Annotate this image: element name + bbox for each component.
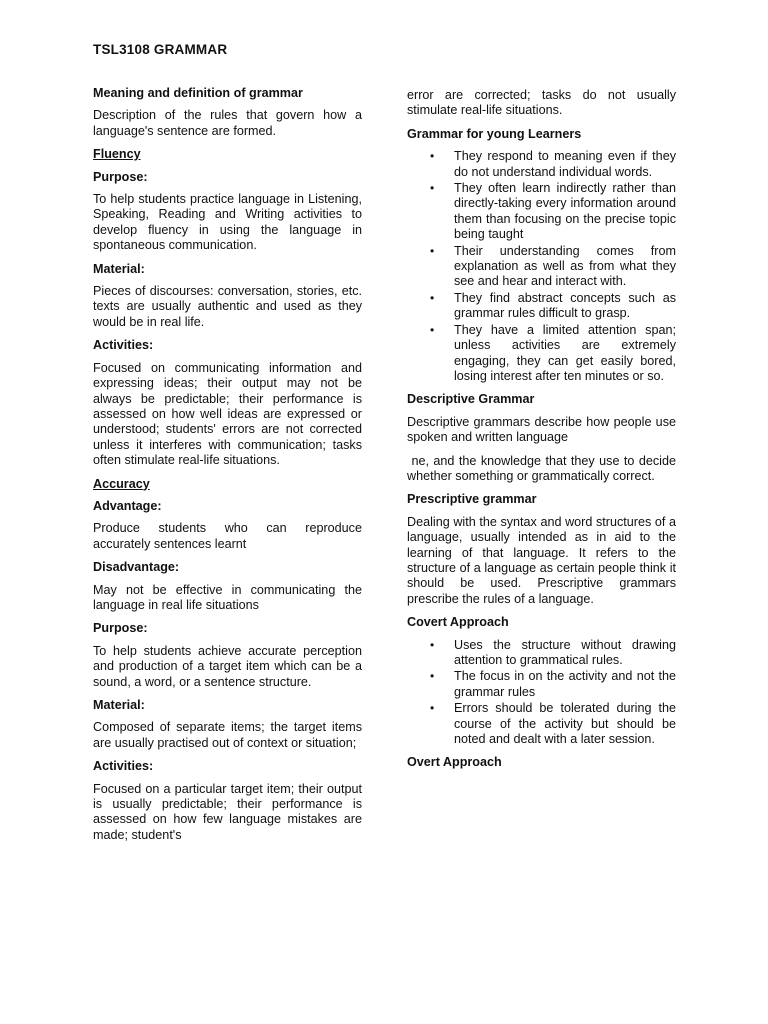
list-item-text: They find abstract concepts such as grammar rules difficult to grasp. xyxy=(454,290,676,321)
paragraph: To help students practice language in Listening, Speaking, Reading and Writing activities to develop fluency in using the language in spontaneous communication. xyxy=(93,192,362,253)
paragraph: Dealing with the syntax and word structures of a language, usually intended as in aid to the learning of that language. It refers to the structure of a language as certain people think it should be used. Prescriptive grammars prescribe the rules of a language. xyxy=(407,514,676,606)
list-item xyxy=(407,244,676,290)
section-heading-purpose: Purpose: xyxy=(93,621,148,636)
paragraph: Descriptive grammars describe how people use spoken and written language xyxy=(407,414,676,445)
right-column xyxy=(407,88,676,778)
paragraph: Focused on a particular target item; their output is usually predictable; their performance is assessed on how few language mistakes are made; student's xyxy=(93,781,362,842)
list-item xyxy=(407,323,676,385)
paragraph: Pieces of discourses: conversation, stories, etc. texts are usually authentic and used as they would be in real life. xyxy=(93,284,362,329)
section-heading-purpose: Purpose: xyxy=(93,169,148,184)
section-heading-material: Material: xyxy=(93,261,145,276)
list-item-text: Errors should be tolerated during the course of the activity but should be noted and dealt with a later session. xyxy=(454,701,676,747)
bullet-icon: • xyxy=(430,637,435,652)
bullet-icon: • xyxy=(430,701,435,716)
bullet-icon: • xyxy=(430,290,435,305)
section-heading-fluency: Fluency xyxy=(93,147,141,162)
paragraph: Produce students who can reproduce accurately sentences learnt xyxy=(93,521,362,551)
section-heading-material: Material: xyxy=(93,698,145,712)
bullet-icon: • xyxy=(430,669,435,684)
paragraph: ne, and the knowledge that they use to decide whether something or grammatically correct. xyxy=(407,453,676,483)
list-item-text: Their understanding comes from explanation as well as from what they see and hear and interact with. xyxy=(454,243,676,289)
list-item xyxy=(407,181,676,243)
section-heading-descriptive-grammar: Descriptive Grammar xyxy=(407,392,535,407)
paragraph: May not be effective in communicating the language in real life situations xyxy=(93,582,362,612)
list-item xyxy=(407,149,676,180)
bullet-icon: • xyxy=(430,243,435,258)
section-heading-covert-approach: Covert Approach xyxy=(407,615,509,630)
paragraph: Description of the rules that govern how a language's sentence are formed. xyxy=(93,108,362,138)
bullet-icon: • xyxy=(430,149,435,164)
list-item xyxy=(407,291,676,322)
list-item xyxy=(407,701,676,747)
section-heading-overt-approach: Overt Approach xyxy=(407,755,502,770)
list-item-text: They often learn indirectly rather than directly-taking every information around them than focusing on the precise topic being taught xyxy=(454,181,676,242)
bullet-list xyxy=(407,638,676,748)
list-item-text: Uses the structure without drawing attention to grammatical rules. xyxy=(454,637,676,667)
bullet-icon: • xyxy=(430,322,435,337)
paragraph: Composed of separate items; the target items are usually practised out of context or situation; xyxy=(93,720,362,750)
list-item xyxy=(407,638,676,669)
section-heading-disadvantage: Disadvantage: xyxy=(93,560,180,575)
paragraph: To help students achieve accurate perception and production of a target item which can be a sound, a word, or a sentence structure. xyxy=(93,643,362,689)
paragraph: error are corrected; tasks do not usually stimulate real-life situations. xyxy=(407,88,676,118)
section-heading-accuracy: Accuracy xyxy=(93,476,150,491)
document-header: TSL3108 GRAMMAR xyxy=(93,42,228,57)
bullet-list xyxy=(407,149,676,384)
list-item-text: They have a limited attention span; unless activities are extremely engaging, they can get easily bored, losing interest after ten minutes or so. xyxy=(454,322,676,383)
left-column xyxy=(93,86,362,851)
section-heading-activities: Activities: xyxy=(93,338,154,353)
section-heading-activities: Activities: xyxy=(93,759,154,774)
section-heading-meaning-and-definition-of-grammar: Meaning and definition of grammar xyxy=(93,86,303,100)
section-heading-advantage: Advantage: xyxy=(93,498,162,513)
section-heading-prescriptive-grammar: Prescriptive grammar xyxy=(407,492,537,507)
list-item-text: They respond to meaning even if they do not understand individual words. xyxy=(454,149,676,179)
section-heading-grammar-for-young-learners: Grammar for young Learners xyxy=(407,126,582,141)
paragraph: Focused on communicating information and expressing ideas; their output may not be always be predictable; their performance is assessed on how well ideas are expressed or understood; students' errors are not corrected unless it interferes with communication; tasks often stimulate real-life situations. xyxy=(93,360,362,468)
list-item-text: The focus in on the activity and not the grammar rules xyxy=(454,669,676,699)
list-item xyxy=(407,669,676,700)
bullet-icon: • xyxy=(430,181,435,196)
